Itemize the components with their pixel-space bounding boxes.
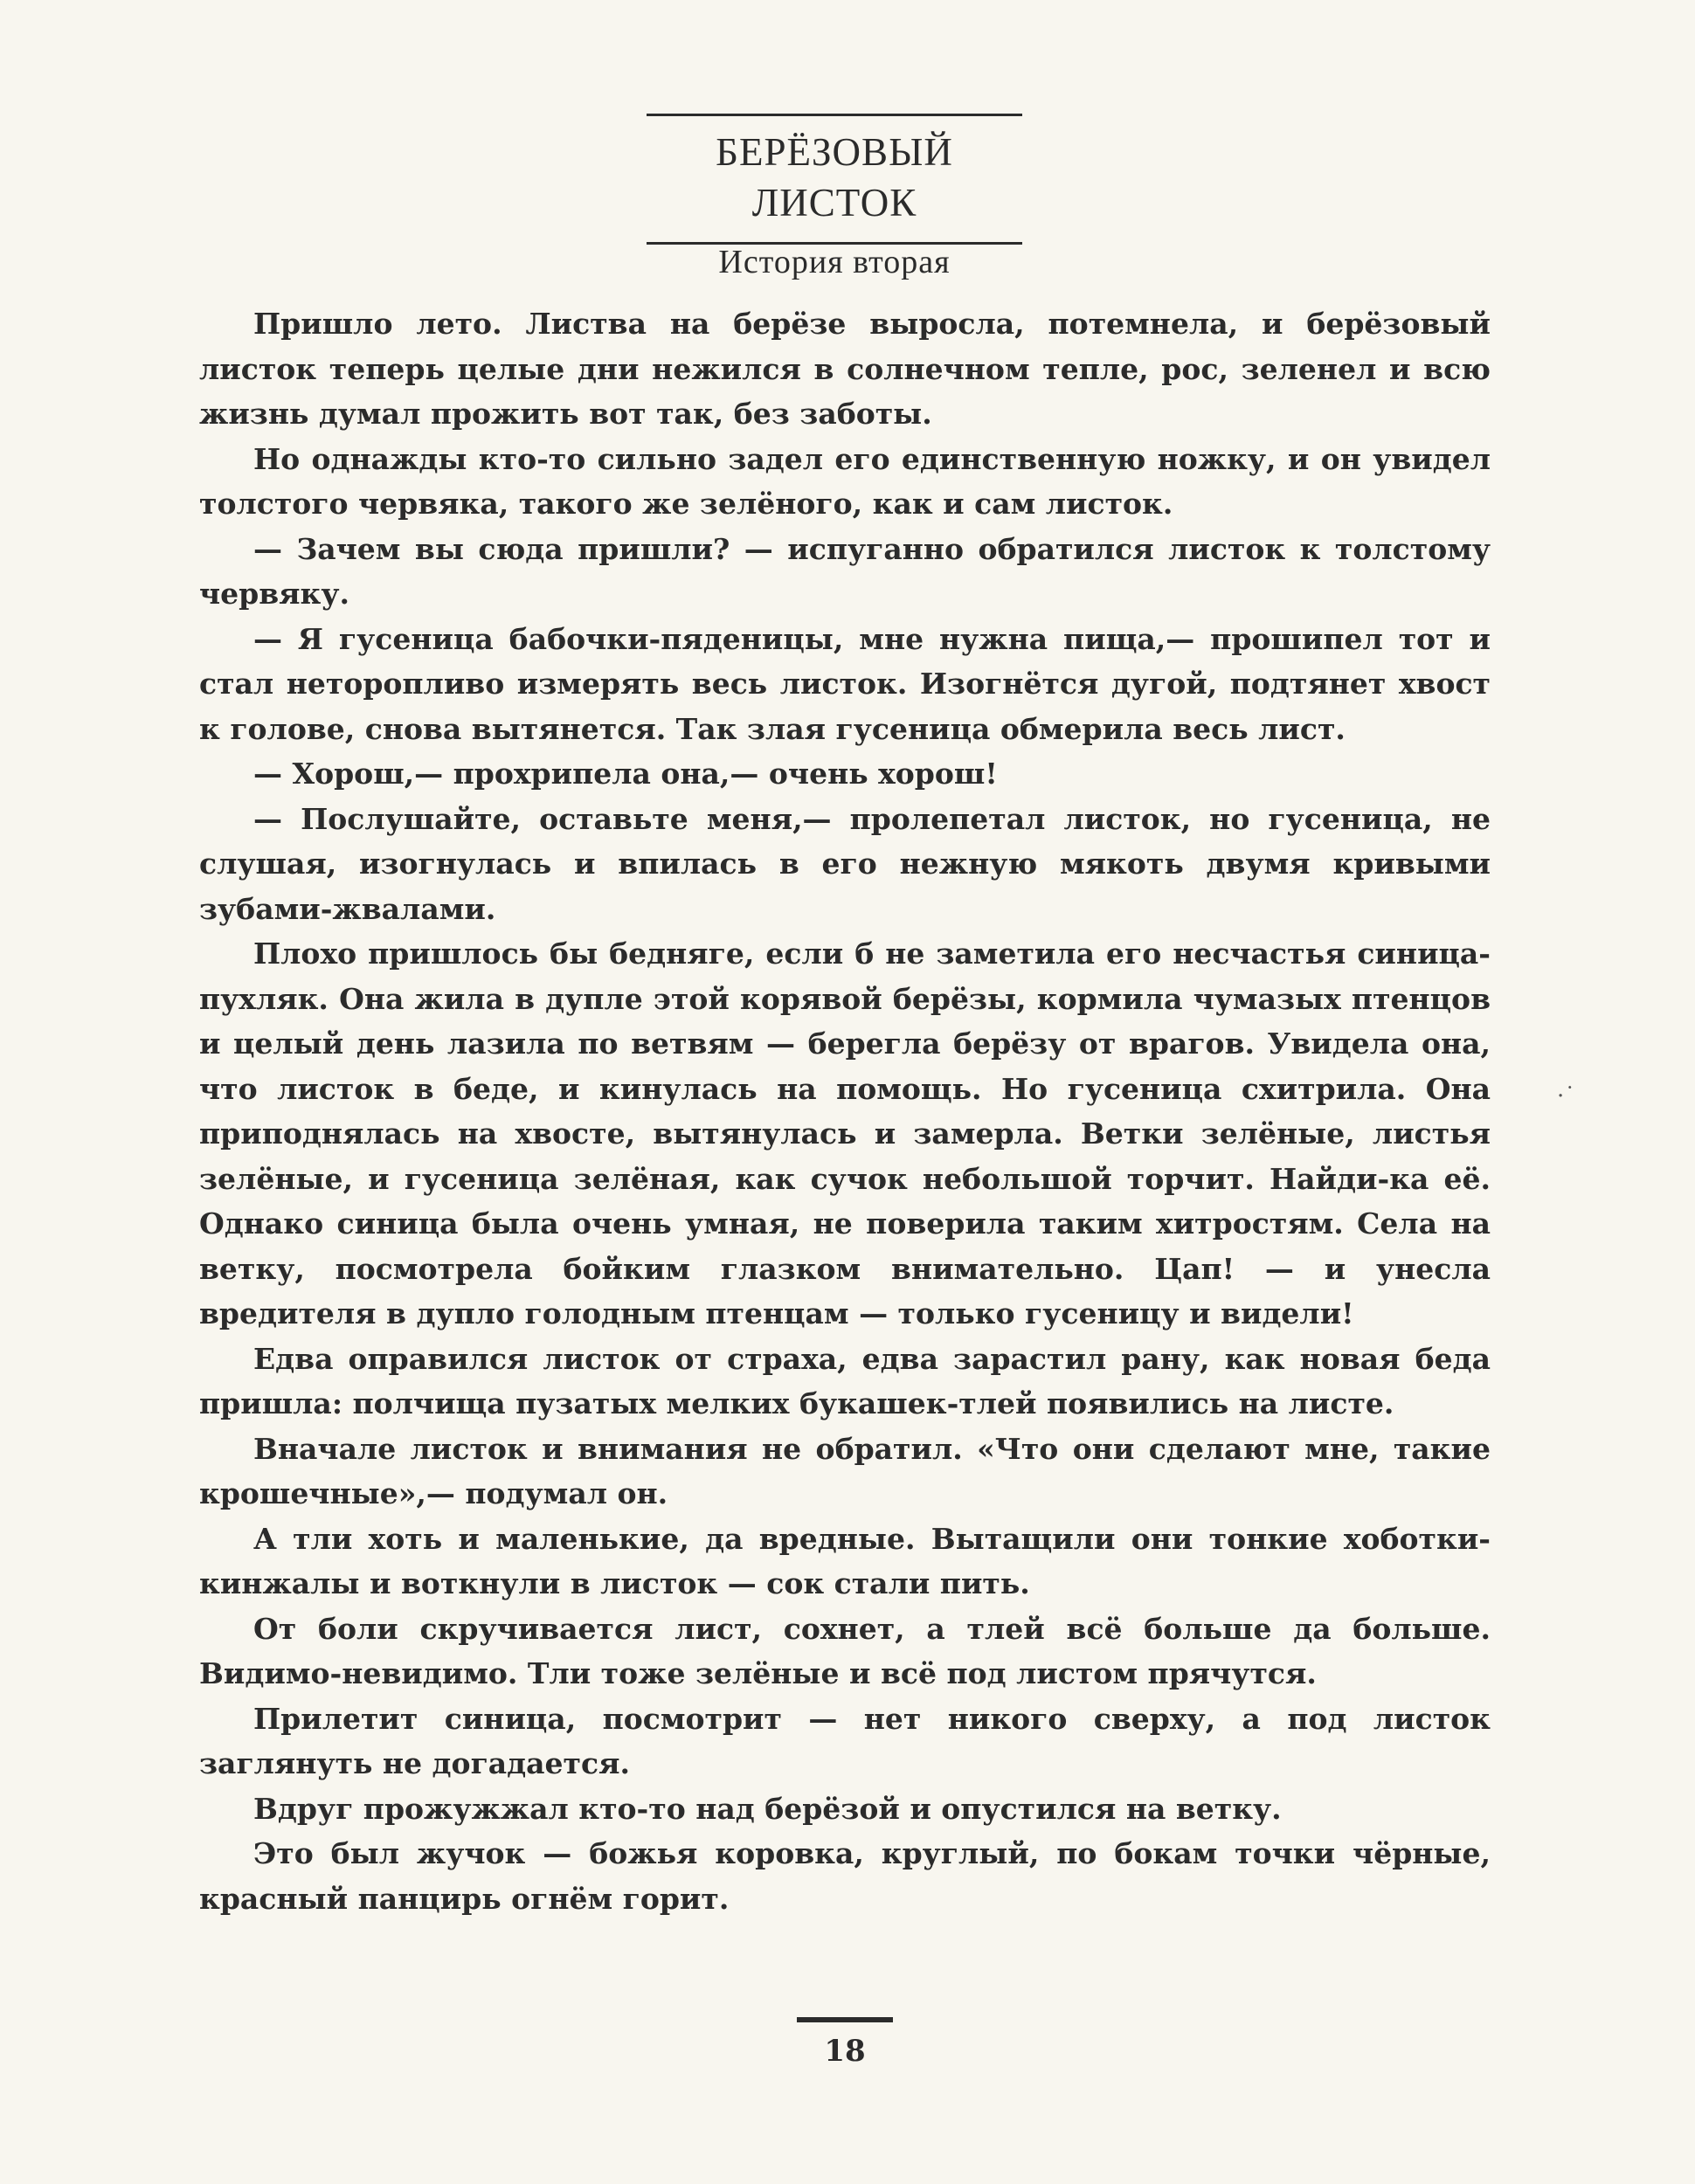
paragraph: Но однажды кто-то сильно задел его единственную ножку, и он увидел толстого червяка, такого же зелёного, как и сам листок. [199,441,1491,521]
story-body [199,301,1491,1921]
title-top-rule [647,114,1022,116]
title-block [647,114,1022,245]
paragraph: Едва оправился листок от страха, едва зарастил рану, как новая беда пришла: полчища пузатых мелких букашек-тлей появились на листе. [199,1341,1491,1420]
paragraph: От боли скручивается лист, сохнет, а тлей всё больше да больше. Видимо-невидимо. Тли тоже зелёные и всё под листом прячутся. [199,1611,1491,1690]
print-speck-mark: ·˙ [1557,1083,1576,1109]
paragraph: Вдруг прожужжал кто-то над берёзой и опустился на ветку. [253,1791,1282,1826]
paragraph: Прилетит синица, посмотрит — нет никого сверху, а под листок заглянуть не догадается. [199,1701,1491,1780]
footer-rule [797,2017,893,2022]
page-title [647,127,1022,228]
chapter-subtitle: История вторая [718,244,951,280]
page-number: 18 [824,2034,866,2069]
paragraph: — Хорош,— прохрипела она,— очень хорош! [253,757,998,791]
paragraph: Плохо пришлось бы бедняге, если б не заметила его несчастья синица-пухляк. Она жила в дупле этой корявой берёзы, кормила чумазых птенцов и целый день лазила по ветвям — берегла берёзу от врагов. Увидела она, что листок в беде, и кинулась на помощь. Но гусеница схитрила. Она приподнялась на хвосте, вытянулась и замерла. Ветки зелёные, листья зелёные, и гусеница зелёная, как сучок небольшой торчит. Найди-ка её. Однако синица была очень умная, не поверила таким хитростям. Села на ветку, посмотрела бойким глазком внимательно. Цап! — и унесла вредителя в дупло голодным птенцам — только гусеницу и видели! [199,936,1491,1330]
paragraph: А тли хоть и маленькие, да вредные. Вытащили они тонкие хоботки-кинжалы и воткнули в листок — сок стали пить. [199,1521,1491,1600]
title-line-2: ЛИСТОК [751,181,917,225]
paragraph: Вначале листок и внимания не обратил. «Что они сделают мне, такие крошечные»,— подумал он. [199,1431,1491,1510]
title-line-1: БЕРЁЗОВЫЙ [716,130,953,174]
paragraph: — Зачем вы сюда пришли? — испуганно обратился листок к толстому червяку. [199,531,1491,611]
paragraph: — Я гусеница бабочки-пяденицы, мне нужна пища,— прошипел тот и стал неторопливо измерять весь листок. Изогнётся дугой, подтянет хвост к голове, снова вытянется. Так злая гусеница обмерила весь лист. [199,621,1491,746]
paragraph: Пришло лето. Листва на берёзе выросла, потемнела, и берёзовый листок теперь целые дни нежился в солнечном тепле, рос, зеленел и всю жизнь думал прожить вот так, без заботы. [199,307,1491,431]
paragraph: Это был жучок — божья коровка, круглый, по бокам точки чёрные, красный панцирь огнём горит. [199,1836,1491,1916]
paragraph: — Послушайте, оставьте меня,— пролепетал листок, но гусеница, не слушая, изогнулась и впилась в его нежную мякоть двумя кривыми зубами-жвалами. [199,801,1491,926]
